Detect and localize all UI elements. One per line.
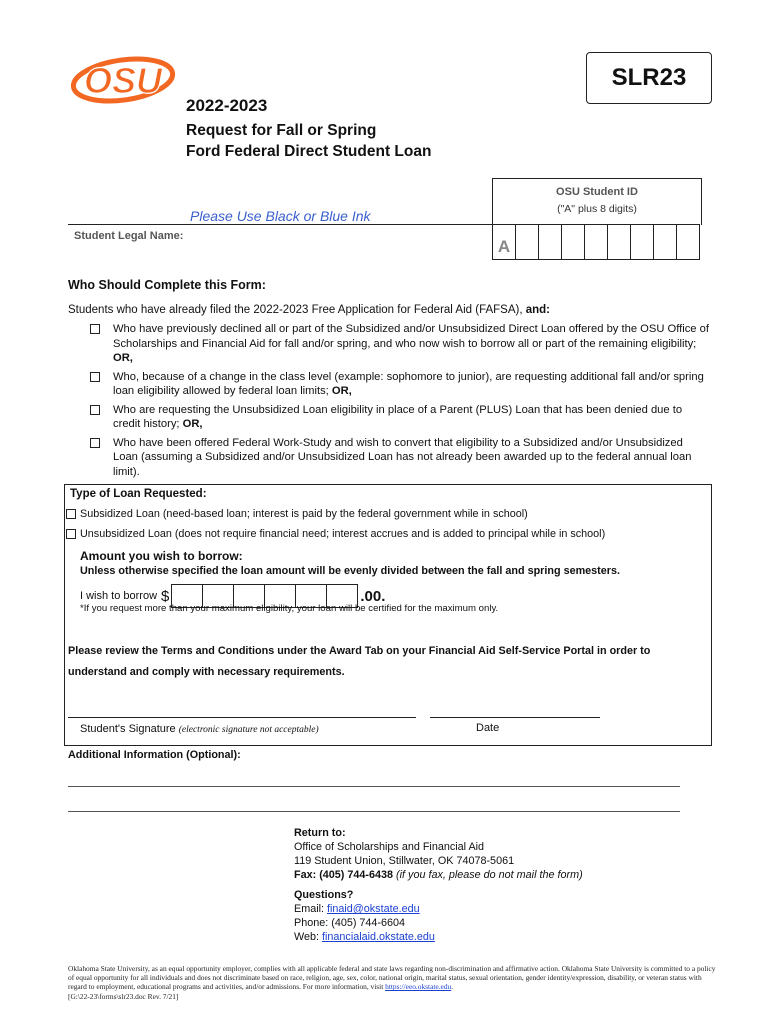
document-ref: [G:\22-23\forms\slr23.doc Rev. 7/21]: [68, 991, 179, 1001]
student-id-header: [492, 178, 702, 225]
list-item-text: Who, because of a change in the class level (example: sophomore to junior), are requesting additional fall and/or spring loan eligibility allowed by federal loan limits;: [113, 370, 704, 397]
who-intro: [68, 304, 550, 316]
who-intro-text: Students who have already filed the 2022-2023 Free Application for Federal Aid (FAFSA),: [68, 304, 526, 316]
date-line[interactable]: [430, 717, 600, 718]
footer-tail: .: [451, 982, 454, 992]
list-item: [90, 370, 710, 399]
loan-type-heading: Type of Loan Requested:: [70, 488, 207, 500]
loan-request-section: [64, 484, 712, 746]
student-name-field[interactable]: [68, 224, 492, 261]
amount-heading: Amount you wish to borrow:: [80, 549, 243, 563]
student-name-label: Student Legal Name:: [74, 230, 184, 242]
contact-block: [294, 826, 583, 944]
email-link[interactable]: finaid@okstate.edu: [327, 903, 420, 915]
email-label: Email:: [294, 903, 327, 915]
student-id-prefix: A: [493, 225, 516, 259]
page-title-line2: Ford Federal Direct Student Loan: [186, 143, 432, 160]
ink-instruction: Please Use Black or Blue Ink: [190, 208, 371, 224]
list-item-text: Who have been offered Federal Work-Study and wish to convert that eligibility to a Subsidized and/or Unsubsidized Loan (assuming a Subsidized and/or Unsubsidized Loan has not already been awarded up to the federal annual loan limit).: [113, 436, 692, 478]
list-item-text: Who have previously declined all or part of the Subsidized and/or Unsubsidized Direct Loan offered by the OSU Office of Scholarships and Financial Aid for fall and/or spring, and who now wish to borrow all or part of the remaining eligibility;: [113, 323, 709, 350]
student-id-digit[interactable]: [539, 225, 562, 259]
form-code: SLR23: [586, 52, 712, 104]
list-item-conj: OR,: [113, 352, 133, 364]
fax-number: Fax: (405) 744-6438: [294, 869, 394, 881]
eligibility-list: [90, 322, 710, 483]
signature-line[interactable]: [68, 717, 416, 718]
checkbox-icon: [90, 372, 100, 382]
list-item: [90, 322, 710, 366]
checkbox-icon: [90, 438, 100, 448]
questions-heading: Questions?: [294, 889, 354, 901]
office-address: 119 Student Union, Stillwater, OK 74078-5061: [294, 855, 515, 867]
student-id-digit[interactable]: [654, 225, 677, 259]
form-year: 2022-2023: [186, 96, 268, 115]
phone-number: Phone: (405) 744-6604: [294, 917, 406, 929]
dollar-sign: $: [161, 587, 170, 605]
osu-logo-text: OSU: [83, 60, 163, 101]
unsubsidized-checkbox[interactable]: [66, 529, 76, 539]
student-id-hint: ("A" plus 8 digits): [557, 203, 637, 215]
who-intro-and: and:: [525, 304, 550, 316]
student-id-digit[interactable]: [631, 225, 654, 259]
student-id-grid: [492, 224, 700, 260]
student-id-label: OSU Student ID: [556, 186, 638, 198]
list-item: [90, 436, 710, 480]
student-id-digit[interactable]: [562, 225, 585, 259]
signature-label-text: Student's Signature: [80, 723, 179, 735]
list-item-text: Who are requesting the Unsubsidized Loan eligibility in place of a Parent (PLUS) Loan that has been denied due to credit history;: [113, 403, 683, 430]
additional-info-line[interactable]: [68, 786, 680, 787]
list-item: [90, 403, 710, 432]
subsidized-checkbox[interactable]: [66, 509, 76, 519]
subsidized-label: Subsidized Loan (need-based loan; interest is paid by the federal government while in school): [80, 508, 528, 520]
osu-logo: [68, 50, 178, 110]
list-item-conj: OR,: [331, 385, 352, 397]
student-id-digit[interactable]: [677, 225, 699, 259]
fax-note: (if you fax, please do not mail the form): [393, 869, 583, 881]
wish-label: I wish to borrow: [80, 590, 158, 602]
signature-label: [80, 723, 319, 735]
student-id-digit[interactable]: [585, 225, 608, 259]
unsubsidized-option[interactable]: [66, 528, 605, 540]
student-id-digit[interactable]: [608, 225, 631, 259]
additional-info-line[interactable]: [68, 811, 680, 812]
unsubsidized-label: Unsubsidized Loan (does not require financial need; interest accrues and is added to principal while in school): [80, 528, 606, 540]
footer-disclaimer: [68, 964, 718, 1001]
eeo-link[interactable]: https://eeo.okstate.edu: [385, 982, 452, 992]
list-item-conj: OR,: [182, 418, 203, 430]
amount-instruction: Unless otherwise specified the loan amount will be evenly divided between the fall and spring semesters.: [80, 565, 620, 577]
checkbox-icon: [90, 324, 100, 334]
who-heading: Who Should Complete this Form:: [68, 278, 266, 292]
web-label: Web:: [294, 931, 323, 943]
additional-info-label: Additional Information (Optional):: [68, 749, 241, 761]
web-link[interactable]: financialaid.okstate.edu: [322, 931, 435, 943]
return-heading: Return to:: [294, 827, 346, 839]
page-title-line1: Request for Fall or Spring: [186, 122, 377, 139]
footer-text: Oklahoma State University, as an equal opportunity employer, complies with all applicable federal and state laws regarding non-discrimination and affirmative action. Oklahoma State University is committed to a policy of equal opportunity for all individuals and does not discriminate based on race, religion, age, sex, color, national origin, marital status, sexual orientation, gender identity/expression, disability, or veteran status with regard to employment, educational programs and activities, and/or admissions. For more information, visit: [68, 964, 716, 992]
student-id-digit[interactable]: [516, 225, 539, 259]
office-name: Office of Scholarships and Financial Aid: [294, 841, 485, 853]
max-eligibility-note: *If you request more than your maximum eligibility, your loan will be certified for the maximum only.: [80, 603, 499, 614]
signature-note: (electronic signature not acceptable): [178, 725, 319, 735]
date-label: Date: [476, 722, 500, 734]
checkbox-icon: [90, 405, 100, 415]
amount-cents: .00.: [360, 587, 386, 605]
terms-review-note: Please review the Terms and Conditions under the Award Tab on your Financial Aid Self-Service Portal in order to understand and comply with necessary requirements.: [68, 645, 651, 678]
subsidized-option[interactable]: [66, 508, 528, 520]
